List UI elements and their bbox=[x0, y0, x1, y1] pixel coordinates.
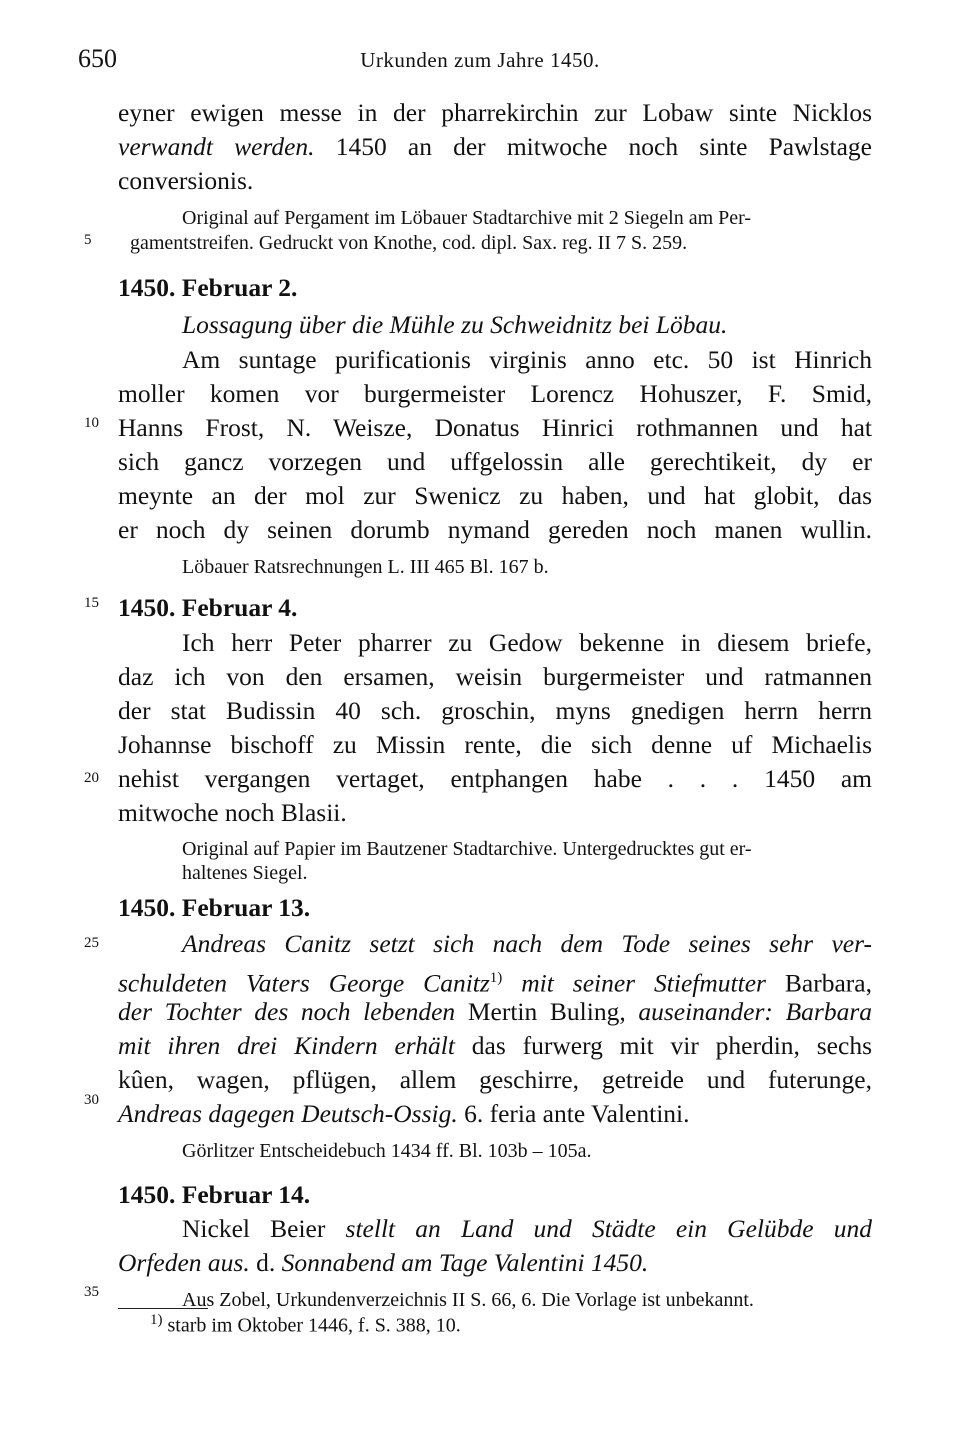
footnote bbox=[150, 1312, 461, 1338]
summary-text: Lossagung über die Mühle zu Schweidnitz bei Löbau. bbox=[182, 310, 728, 339]
text-line: Johannse bischoff zu Missin rente, die sich denne uf Michaelis bbox=[118, 730, 872, 759]
text-segment: Barbara, bbox=[765, 968, 872, 998]
text-line bbox=[182, 1212, 872, 1246]
text-line: kûen, wagen, pflügen, allem geschirre, getreide und futerunge, bbox=[118, 1065, 872, 1094]
document-summary bbox=[182, 308, 872, 342]
text-line bbox=[118, 130, 872, 164]
italic-text: stellt an Land und Städte ein Gelübde und bbox=[345, 1214, 872, 1243]
text-line: sich gancz vorzegen und uffgelossin alle gerechtikeit, dy er bbox=[118, 447, 872, 476]
text-line: eyner ewigen messe in der pharrekirchin zur Lobaw sinte Nicklos bbox=[118, 98, 872, 127]
text-line: Hanns Frost, N. Weisze, Donatus Hinrici rothmannen und hat bbox=[118, 413, 872, 442]
italic-text: schuldeten Vaters George Canitz bbox=[118, 968, 490, 998]
text-line bbox=[182, 927, 872, 961]
line-number: 30 bbox=[84, 1092, 99, 1108]
page-number: 650 bbox=[78, 44, 117, 73]
document-heading: 1450. Februar 13. bbox=[118, 893, 311, 922]
line-number: 20 bbox=[84, 770, 99, 786]
source-note: Original auf Papier im Bautzener Stadtarchive. Untergedrucktes gut er- bbox=[182, 838, 752, 860]
text-line bbox=[118, 1246, 872, 1280]
text-segment: 6. feria ante Valentini. bbox=[457, 1099, 690, 1128]
source-note: Aus Zobel, Urkundenverzeichnis II S. 66, 6. Die Vorlage ist unbekannt. bbox=[182, 1289, 754, 1311]
text-line: der stat Budissin 40 sch. groschin, myns gnedigen herrn herrn bbox=[118, 696, 872, 725]
text-line: meynte an der mol zur Swenicz zu haben, und hat globit, das bbox=[118, 481, 872, 510]
text-segment: Mertin Buling, bbox=[455, 997, 639, 1026]
text-segment: das furwerg mit vir pherdin, sechs bbox=[454, 1031, 872, 1060]
text-line: moller komen vor burgermeister Lorencz Hohuszer, F. Smid, bbox=[118, 379, 872, 408]
italic-text: verwandt werden. bbox=[118, 132, 315, 161]
footnote-rule bbox=[118, 1308, 208, 1309]
running-title: Urkunden zum Jahre 1450. bbox=[360, 48, 600, 72]
source-note: Görlitzer Entscheidebuch 1434 ff. Bl. 103b – 105a. bbox=[182, 1140, 592, 1162]
line-number: 25 bbox=[84, 935, 99, 951]
line-number: 5 bbox=[84, 232, 92, 248]
text-line: er noch dy seinen dorumb nymand gereden noch manen wullin. bbox=[118, 515, 872, 544]
italic-text: Andreas Canitz setzt sich nach dem Tode seines sehr ver- bbox=[182, 929, 872, 958]
source-note: gamentstreifen. Gedruckt von Knothe, cod. dipl. Sax. reg. II 7 S. 259. bbox=[130, 232, 688, 254]
text-line bbox=[118, 1097, 872, 1131]
italic-text: mit seiner Stiefmutter bbox=[502, 968, 766, 998]
text-line: Ich herr Peter pharrer zu Gedow bekenne in diesem briefe, bbox=[182, 628, 872, 657]
source-note: Löbauer Ratsrechnungen L. III 465 Bl. 167 b. bbox=[182, 556, 549, 578]
document-heading: 1450. Februar 4. bbox=[118, 593, 298, 622]
text-line: nehist vergangen vertaget, entphangen habe . . . 1450 am bbox=[118, 764, 872, 793]
source-note: haltenes Siegel. bbox=[182, 862, 308, 884]
text-line: mitwoche noch Blasii. bbox=[118, 798, 347, 827]
text-segment: d. bbox=[249, 1248, 282, 1277]
italic-text: auseinander: Barbara bbox=[638, 997, 872, 1026]
text-line: conversionis. bbox=[118, 166, 254, 195]
italic-text: Sonnabend am Tage Valentini 1450. bbox=[281, 1248, 649, 1277]
italic-text: der Tochter des noch lebenden bbox=[118, 997, 456, 1026]
line-number: 35 bbox=[84, 1284, 99, 1300]
text-line: daz ich von den ersamen, weisin burgermeister und ratmannen bbox=[118, 662, 872, 691]
text-line bbox=[118, 1029, 872, 1063]
document-heading: 1450. Februar 2. bbox=[118, 273, 298, 302]
footnote-text: starb im Oktober 1446, f. S. 388, 10. bbox=[162, 1314, 461, 1337]
line-number: 15 bbox=[84, 595, 99, 611]
italic-text: Andreas dagegen Deutsch-Ossig. bbox=[118, 1099, 458, 1128]
text-segment: Nickel Beier bbox=[182, 1214, 346, 1243]
text-segment: 1450 an der mitwoche noch sinte Pawlstage bbox=[314, 132, 872, 161]
line-number: 10 bbox=[84, 415, 99, 431]
footnote-mark: 1) bbox=[150, 1312, 163, 1328]
source-note: Original auf Pergament im Löbauer Stadtarchive mit 2 Siegeln am Per- bbox=[182, 207, 752, 229]
footnote-reference: 1) bbox=[489, 970, 503, 986]
document-heading: 1450. Februar 14. bbox=[118, 1180, 311, 1209]
text-line: Am suntage purificationis virginis anno etc. 50 ist Hinrich bbox=[182, 345, 872, 374]
italic-text: Orfeden aus. bbox=[118, 1248, 250, 1277]
text-line bbox=[118, 995, 872, 1029]
italic-text: mit ihren drei Kindern erhält bbox=[118, 1031, 455, 1060]
